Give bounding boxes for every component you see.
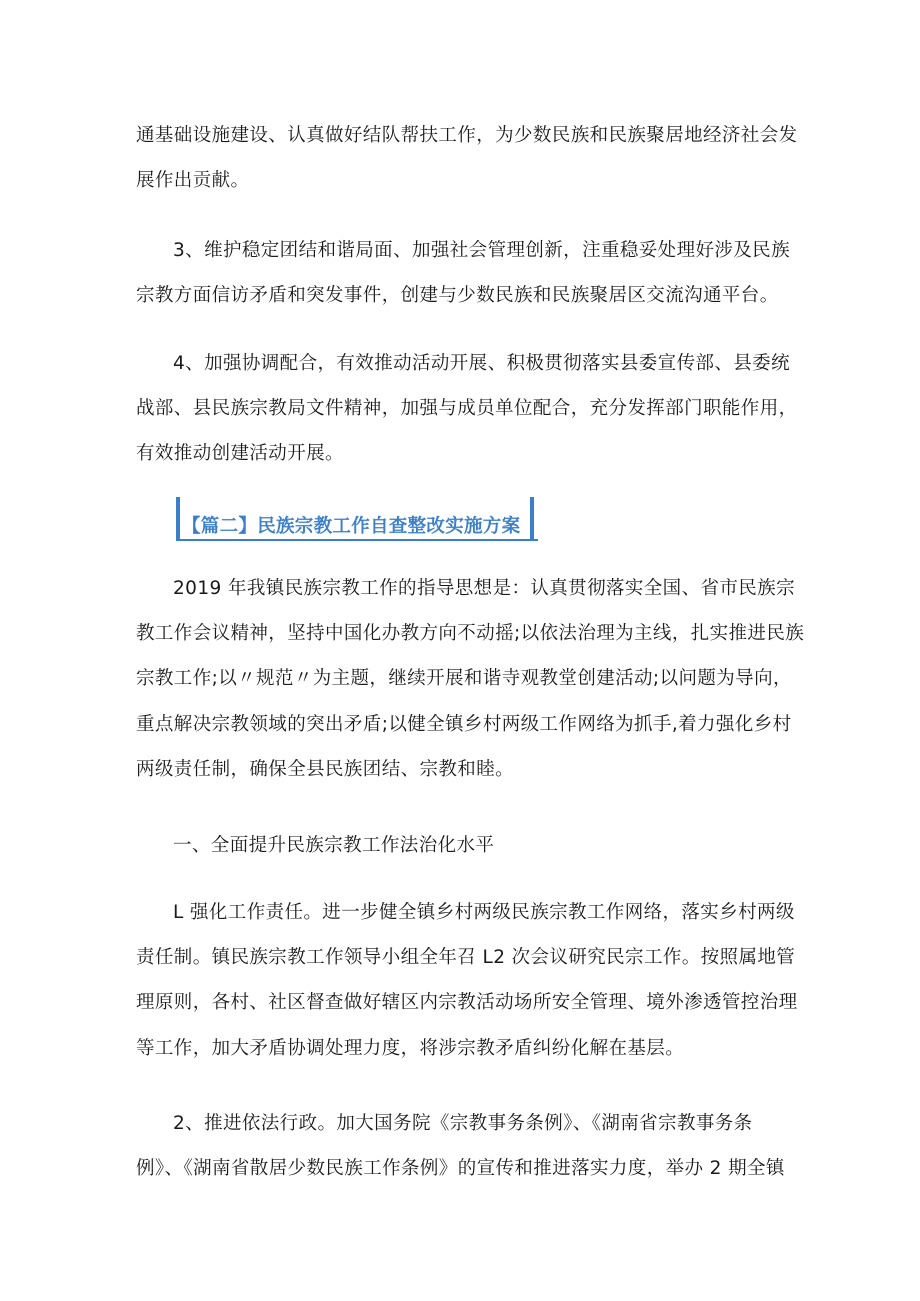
text-line: 战部、县民族宗教局文件精神，加强与成员单位配合，充分发挥部门职能作用， — [136, 398, 798, 420]
heading-title: 【篇二】民族宗教工作自查整改实施方案 — [182, 516, 521, 537]
section-heading — [176, 494, 542, 544]
heading-bar-left — [176, 497, 180, 539]
text-line: 教工作会议精神，坚持中国化办教方向不动摇;以依法治理为主线，扎实推进民族 — [136, 623, 805, 645]
heading-underline — [176, 539, 538, 541]
text-line: 等工作，加大矛盾协调处理力度，将涉宗教矛盾纠纷化解在基层。 — [136, 1037, 685, 1059]
paragraph-infrastructure — [136, 113, 798, 203]
paragraph-responsibility — [136, 890, 798, 1071]
text-line: 4、加强协调配合，有效推动活动开展、积极贯彻落实县委宣传部、县委统 — [173, 353, 790, 374]
text-line: 2、推进依法行政。加大国务院《宗教事务条例》、《湖南省宗教事务条 — [173, 1113, 753, 1134]
paragraph-item-3 — [136, 228, 790, 318]
paragraph-administration — [136, 1101, 786, 1191]
text-line: 责任制。镇民族宗教工作领导小组全年召 L2 次会议研究民宗工作。按照属地管 — [136, 947, 796, 969]
heading-bar-right — [530, 497, 534, 539]
text-line: 展作出贡献。 — [136, 170, 250, 192]
paragraph-guiding-idea — [136, 566, 805, 792]
text-line: 3、维护稳定团结和谐局面、加强社会管理创新，注重稳妥处理好涉及民族 — [173, 240, 790, 261]
text-line: 重点解决宗教领域的突出矛盾;以健全镇乡村两级工作网络为抓手,着力强化乡村 — [136, 713, 792, 735]
paragraph-item-4 — [136, 341, 798, 477]
text-line: 宗教方面信访矛盾和突发事件，创建与少数民族和民族聚居区交流沟通平台。 — [136, 285, 779, 307]
text-line: 2019 年我镇民族宗教工作的指导思想是：认真贯彻落实全国、省市民族宗 — [173, 578, 795, 599]
section-one-title — [136, 823, 786, 868]
text-line: 例》、《湖南省散居少数民族工作条例》的宣传和推进落实力度，举办 2 期全镇 — [136, 1158, 785, 1180]
text-line: L 强化工作责任。进一步健全镇乡村两级民族宗教工作网络，落实乡村两级 — [173, 902, 795, 923]
text-line: 通基础设施建设、认真做好结队帮扶工作，为少数民族和民族聚居地经济社会发 — [136, 125, 798, 146]
text-line: 宗教工作;以〃规范〃为主题，继续开展和谐寺观教堂创建活动;以问题为导向， — [136, 668, 792, 690]
text-line: 一、全面提升民族宗教工作法治化水平 — [173, 835, 495, 856]
text-line: 有效推动创建活动开展。 — [136, 443, 344, 465]
text-line: 理原则，各村、社区督查做好辖区内宗教活动场所安全管理、境外渗透管控治理 — [136, 992, 798, 1014]
text-line: 两级责任制，确保全县民族团结、宗教和睦。 — [136, 758, 515, 780]
